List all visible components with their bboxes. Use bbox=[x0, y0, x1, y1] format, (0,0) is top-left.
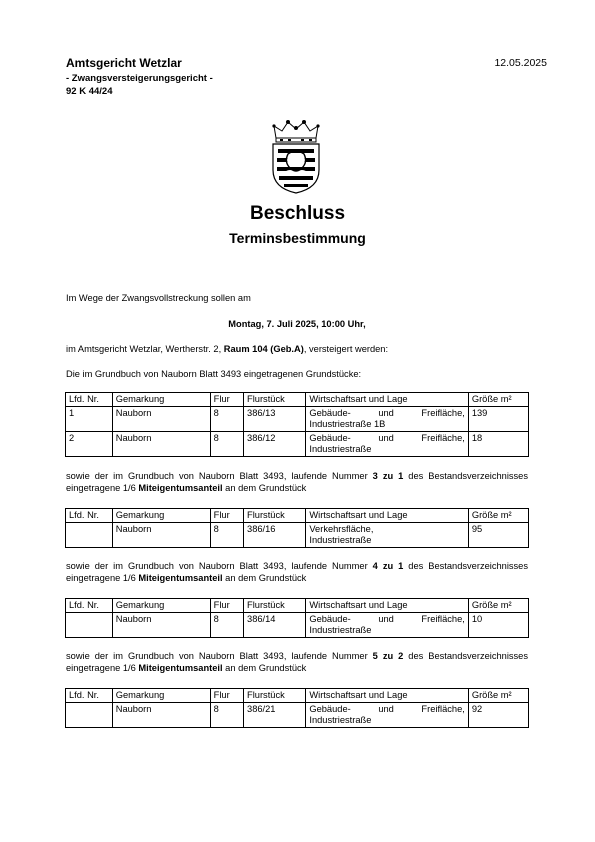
header-groesse: Größe m² bbox=[468, 393, 528, 407]
header-flurstueck: Flurstück bbox=[244, 509, 306, 523]
header-lfd-nr: Lfd. Nr. bbox=[66, 689, 113, 703]
header-flurstueck: Flurstück bbox=[244, 599, 306, 613]
cell-gemarkung: Nauborn bbox=[112, 523, 210, 548]
header-wirtschaftsart: Wirtschaftsart und Lage bbox=[306, 509, 468, 523]
cell-wirtschaftsart bbox=[306, 613, 468, 638]
location-text bbox=[66, 343, 528, 355]
share-text: sowie der im Grundbuch von Nauborn Blatt 3493, laufende Nummer bbox=[66, 561, 373, 571]
header-gemarkung: Gemarkung bbox=[112, 393, 210, 407]
court-name: Amtsgericht Wetzlar bbox=[66, 56, 182, 70]
table-row bbox=[66, 432, 529, 457]
share-paragraph bbox=[66, 650, 528, 674]
cell-art: Gebäude- und Freifläche, bbox=[309, 704, 465, 714]
cell-flur: 8 bbox=[210, 407, 243, 432]
header-groesse: Größe m² bbox=[468, 599, 528, 613]
location-suffix: , versteigert werden: bbox=[303, 344, 389, 354]
header-gemarkung: Gemarkung bbox=[112, 599, 210, 613]
cell-lage: Industriestraße bbox=[309, 625, 372, 635]
share-paragraph bbox=[66, 560, 528, 584]
header-lfd-nr: Lfd. Nr. bbox=[66, 509, 113, 523]
cell-gemarkung: Nauborn bbox=[112, 407, 210, 432]
intro-text: Im Wege der Zwangsvollstreckung sollen am bbox=[66, 293, 251, 303]
header-wirtschaftsart: Wirtschaftsart und Lage bbox=[306, 599, 468, 613]
header-wirtschaftsart: Wirtschaftsart und Lage bbox=[306, 689, 468, 703]
header-lfd-nr: Lfd. Nr. bbox=[66, 393, 113, 407]
cell-lfd-nr bbox=[66, 703, 113, 728]
share-label: Miteigentumsanteil bbox=[138, 663, 223, 673]
cell-flurstueck: 386/13 bbox=[244, 407, 306, 432]
table-header-row bbox=[66, 689, 529, 703]
property-table-4 bbox=[65, 688, 529, 728]
cell-lfd-nr: 1 bbox=[66, 407, 113, 432]
document-subtitle: Terminsbestimmung bbox=[229, 230, 366, 246]
property-table-1 bbox=[65, 392, 529, 457]
cell-lage: Industriestraße bbox=[309, 715, 372, 725]
share-text: an dem Grundstück bbox=[222, 483, 307, 493]
table-header-row bbox=[66, 599, 529, 613]
share-number: 5 zu 2 bbox=[372, 651, 404, 661]
header-flur: Flur bbox=[210, 509, 243, 523]
cell-art: Verkehrsfläche, bbox=[309, 524, 374, 534]
share-text: des Bestandsverzeichnisses eingetragene 1/6 bbox=[66, 471, 528, 493]
table-row bbox=[66, 703, 529, 728]
cell-art: Gebäude- und Freifläche, bbox=[309, 433, 465, 443]
cell-lage: Industriestraße bbox=[309, 444, 372, 454]
table-header-row bbox=[66, 393, 529, 407]
cell-wirtschaftsart bbox=[306, 523, 468, 548]
document-date: 12.05.2025 bbox=[494, 57, 547, 69]
table-row bbox=[66, 523, 529, 548]
cell-groesse: 92 bbox=[468, 703, 528, 728]
header-flur: Flur bbox=[210, 689, 243, 703]
case-number: 92 K 44/24 bbox=[66, 86, 113, 97]
cell-gemarkung: Nauborn bbox=[112, 432, 210, 457]
cell-art: Gebäude- und Freifläche, bbox=[309, 408, 465, 418]
cell-flurstueck: 386/16 bbox=[244, 523, 306, 548]
property-table-2 bbox=[65, 508, 529, 548]
share-text: an dem Grundstück bbox=[222, 573, 307, 583]
cell-lfd-nr: 2 bbox=[66, 432, 113, 457]
cell-flur: 8 bbox=[210, 703, 243, 728]
cell-art: Gebäude- und Freifläche, bbox=[309, 614, 465, 624]
share-paragraph bbox=[66, 470, 528, 494]
share-text: an dem Grundstück bbox=[222, 663, 307, 673]
header-wirtschaftsart: Wirtschaftsart und Lage bbox=[306, 393, 468, 407]
document-title: Beschluss bbox=[249, 203, 346, 224]
property-table-3 bbox=[65, 598, 529, 638]
register-intro: Die im Grundbuch von Nauborn Blatt 3493 eingetragenen Grundstücke: bbox=[66, 369, 362, 379]
hesse-coat-of-arms-icon bbox=[266, 118, 326, 194]
header-groesse: Größe m² bbox=[468, 509, 528, 523]
cell-groesse: 18 bbox=[468, 432, 528, 457]
cell-lfd-nr bbox=[66, 523, 113, 548]
cell-flur: 8 bbox=[210, 523, 243, 548]
cell-flurstueck: 386/21 bbox=[244, 703, 306, 728]
cell-gemarkung: Nauborn bbox=[112, 613, 210, 638]
table-row bbox=[66, 613, 529, 638]
share-label: Miteigentumsanteil bbox=[138, 483, 223, 493]
cell-flur: 8 bbox=[210, 432, 243, 457]
share-text: des Bestandsverzeichnisses eingetragene 1/6 bbox=[66, 651, 528, 673]
header-gemarkung: Gemarkung bbox=[112, 689, 210, 703]
share-number: 4 zu 1 bbox=[372, 561, 404, 571]
cell-flur: 8 bbox=[210, 613, 243, 638]
share-text: des Bestandsverzeichnisses eingetragene 1/6 bbox=[66, 561, 528, 583]
cell-gemarkung: Nauborn bbox=[112, 703, 210, 728]
header-gemarkung: Gemarkung bbox=[112, 509, 210, 523]
table-header-row bbox=[66, 509, 529, 523]
cell-lfd-nr bbox=[66, 613, 113, 638]
share-label: Miteigentumsanteil bbox=[138, 573, 223, 583]
cell-groesse: 139 bbox=[468, 407, 528, 432]
location-address: im Amtsgericht Wetzlar, Wertherstr. 2, bbox=[66, 344, 224, 354]
cell-flurstueck: 386/12 bbox=[244, 432, 306, 457]
cell-groesse: 95 bbox=[468, 523, 528, 548]
table-row bbox=[66, 407, 529, 432]
share-number: 3 zu 1 bbox=[372, 471, 404, 481]
cell-wirtschaftsart bbox=[306, 432, 468, 457]
header-flurstueck: Flurstück bbox=[244, 689, 306, 703]
court-department: - Zwangsversteigerungsgericht - bbox=[66, 73, 213, 84]
cell-wirtschaftsart bbox=[306, 407, 468, 432]
share-text: sowie der im Grundbuch von Nauborn Blatt 3493, laufende Nummer bbox=[66, 471, 373, 481]
appointment-date: Montag, 7. Juli 2025, 10:00 Uhr, bbox=[228, 319, 366, 329]
location-room: Raum 104 (Geb.A) bbox=[223, 344, 304, 354]
cell-lage: Industriestraße bbox=[309, 535, 372, 545]
header-groesse: Größe m² bbox=[468, 689, 528, 703]
cell-flurstueck: 386/14 bbox=[244, 613, 306, 638]
cell-groesse: 10 bbox=[468, 613, 528, 638]
header-flur: Flur bbox=[210, 599, 243, 613]
share-text: sowie der im Grundbuch von Nauborn Blatt 3493, laufende Nummer bbox=[66, 651, 373, 661]
cell-lage: Industriestraße 1B bbox=[309, 419, 386, 429]
header-lfd-nr: Lfd. Nr. bbox=[66, 599, 113, 613]
header-flur: Flur bbox=[210, 393, 243, 407]
cell-wirtschaftsart bbox=[306, 703, 468, 728]
header-flurstueck: Flurstück bbox=[244, 393, 306, 407]
